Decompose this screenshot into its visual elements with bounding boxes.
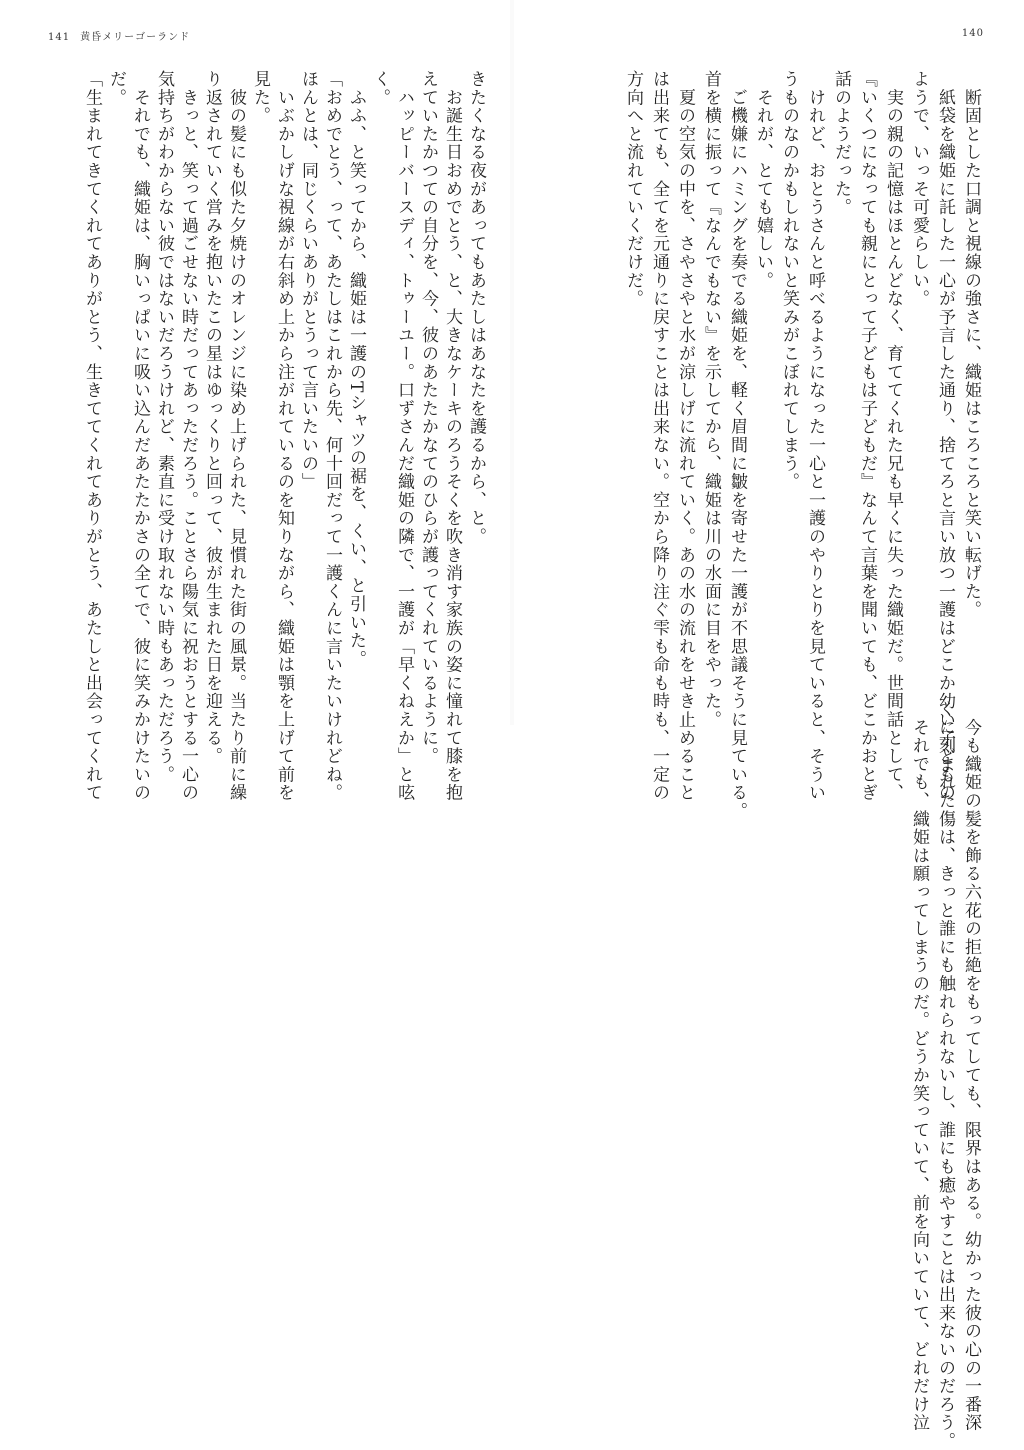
text-column: うものなのかもしれないと笑みがこぼれてしまう。 xyxy=(779,70,799,491)
text-column: 彼の髪にも似た夕焼けのオレンジに染め上げられた、見慣れた街の風景。当たり前に繰 xyxy=(226,70,246,802)
text-column: けれど、おとうさんと呼べるようになった一心と一護のやりとりを見ていると、そうい xyxy=(805,70,825,802)
text-column: だ。 xyxy=(106,70,126,107)
text-column: 「生まれてきてくれてありがとう、生きててくれてありがとう、あたしと出会ってくれて xyxy=(82,70,102,802)
text-column: り返されていく営みを抱いたこの星はゆっくりと回って、彼が生まれた日を迎える。 xyxy=(202,70,222,766)
text-column: 『いくつになっても親にとって子どもは子どもだ』なんて言葉を聞いても、どこかおとぎ xyxy=(857,70,877,802)
text-column: ふふ、と笑ってから、織姫は一護のTシャツの裾を、くい、と引いた。 xyxy=(346,70,366,669)
right-page-header xyxy=(962,28,984,39)
text-column: いぶかしげな視線が右斜め上から注がれているのを知りながら、織姫は顎を上げて前を xyxy=(274,70,294,802)
text-column: 断固とした口調と視線の強さに、織姫はころころと笑い転げた。 xyxy=(961,70,981,619)
text-column: それが、とても嬉しい。 xyxy=(753,70,773,290)
text-column: 話のようだった。 xyxy=(831,70,851,217)
text-column: えていたかつての自分を、今、彼のあたたかなてのひらが護ってくれているように。 xyxy=(418,70,438,766)
running-title: 黄昏メリーゴーランド xyxy=(80,32,191,43)
right-page-body xyxy=(600,70,984,1450)
text-column: く。 xyxy=(370,70,390,107)
text-column: 気持ちがわからない彼ではないだろうけれど、素直に受け取れない時もあっただろう。 xyxy=(154,70,174,784)
text-column: 首を横に振って『なんでもない』を示してから、織姫は川の水面に目をやった。 xyxy=(701,70,721,729)
text-column: 今も織姫の髪を飾る六花の拒絶をもってしても、限界はある。幼かった彼の心の一番深 xyxy=(961,700,981,1432)
text-column: 夏の空気の中を、さやさやと水が涼しげに流れていく。あの水の流れをせき止めること xyxy=(675,70,695,802)
text-column: ほんとは、同じくらいありがとうって言いたいの」 xyxy=(298,70,318,491)
left-page-header xyxy=(48,28,190,43)
text-column: 紙袋を織姫に託した一心が予言した通り、捨てろと言い放つ一護はどこか幼い子どもの xyxy=(935,70,955,802)
right-page-number: 140 xyxy=(961,28,984,39)
text-column: ご機嫌にハミングを奏でる織姫を、軽く眉間に皺を寄せた一護が不思議そうに見ている。 xyxy=(727,70,747,821)
text-column: くに刻まれた傷は、きっと誰にも触れられないし、誰にも癒やすことは出来ないのだろう。 xyxy=(935,700,955,1450)
text-column: 見た。 xyxy=(250,70,270,125)
left-page-number: 141 xyxy=(48,32,71,43)
text-column: きっと、笑って過ごせない時だってあっただろう。ことさら陽気に祝おうとする一心の xyxy=(178,70,198,802)
text-column: それでも、織姫は、胸いっぱいに吸い込んだあたたかさの全てで、彼に笑みかけたいの xyxy=(130,70,150,802)
text-column: お誕生日おめでとう、と、大きなケーキのろうそくを吹き消す家族の姿に憧れて膝を抱 xyxy=(442,70,462,802)
text-column: 「おめでとう、って、あたしはこれから先、何十回だって一護くんに言いたいけれどね。 xyxy=(322,70,342,802)
text-column: 実の親の記憶はほとんどなく、育ててくれた兄も早くに失った織姫だ。世間話として、 xyxy=(883,70,903,802)
page-gutter xyxy=(510,0,514,725)
text-column: は出来ても、全てを元通りに戻すことは出来ない。空から降り注ぐ雫も命も時も、一定の xyxy=(649,70,669,802)
text-column: 方向へと流れていくだけだ。 xyxy=(623,70,643,308)
text-column: ようで、いっそ可愛らしい。 xyxy=(909,70,929,308)
text-column: きたくなる夜があってもあたしはあなたを護るから、と。 xyxy=(466,70,486,546)
text-column: それでも、織姫は願ってしまうのだ。どうか笑っていて、前を向いていて、どれだけ泣 xyxy=(909,700,929,1432)
text-column: ハッピーバースディ、トゥーユー。口ずさんだ織姫の隣で、一護が「早くねえか」と呟 xyxy=(394,70,414,802)
left-page-body xyxy=(56,70,488,802)
